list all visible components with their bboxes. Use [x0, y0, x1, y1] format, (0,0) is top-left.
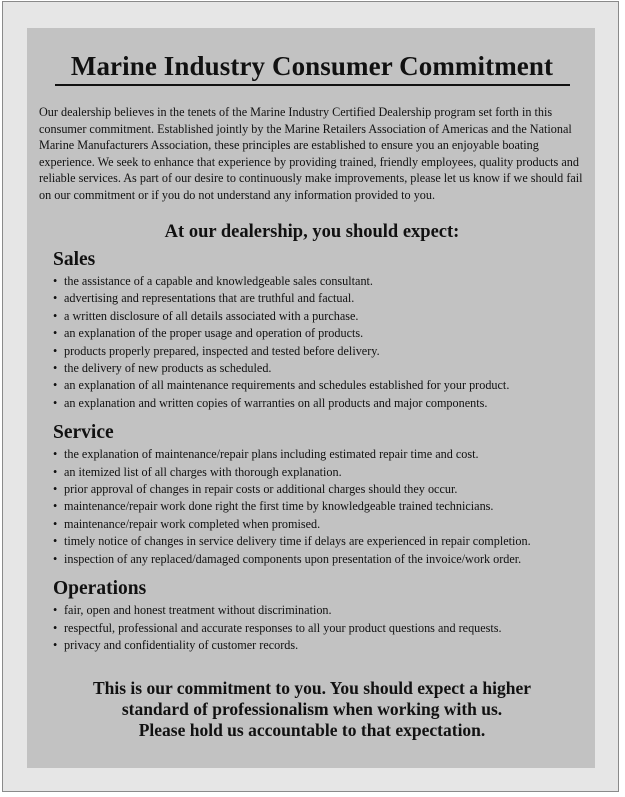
list-item — [53, 325, 585, 342]
list-item — [53, 533, 585, 550]
bullet-icon: • — [53, 447, 58, 462]
section-title-sales: Sales — [53, 249, 96, 270]
list-item-text: timely notice of changes in service delivery time if delays are experienced in repair completion. — [64, 534, 531, 549]
list-item-text: an explanation of all maintenance requirements and schedules established for your product. — [64, 378, 510, 393]
commitment-panel — [27, 28, 595, 768]
bullet-icon: • — [53, 516, 58, 531]
list-item-text: a written disclosure of all details associated with a purchase. — [64, 308, 359, 323]
list-item-text: the explanation of maintenance/repair plans including estimated repair time and cost. — [64, 447, 479, 462]
document-frame — [2, 1, 619, 792]
list-item-text: an itemized list of all charges with thorough explanation. — [64, 464, 342, 479]
bullet-icon: • — [53, 534, 58, 549]
list-item — [53, 602, 585, 619]
list-item — [53, 377, 585, 394]
bullet-icon: • — [53, 291, 58, 306]
bullet-icon: • — [53, 637, 58, 652]
bullet-icon: • — [53, 308, 58, 323]
list-item — [53, 551, 585, 568]
bullet-icon: • — [53, 395, 58, 410]
list-item-text: fair, open and honest treatment without discrimination. — [64, 603, 332, 618]
bullet-icon: • — [53, 464, 58, 479]
closing-statement — [39, 678, 585, 741]
title-underline — [55, 84, 570, 86]
bullet-icon: • — [53, 499, 58, 514]
list-item-text: the delivery of new products as scheduled. — [64, 361, 272, 376]
list-item-text: advertising and representations that are truthful and factual. — [64, 291, 355, 306]
list-item — [53, 360, 585, 377]
bullet-icon: • — [53, 274, 58, 288]
list-item — [53, 516, 585, 533]
bullet-icon: • — [53, 603, 58, 618]
bullet-icon: • — [53, 361, 58, 376]
bullet-icon: • — [53, 343, 58, 358]
list-item — [53, 395, 585, 412]
service-list — [53, 446, 585, 568]
list-item — [53, 446, 585, 463]
list-item-text: products properly prepared, inspected and tested before delivery. — [64, 343, 380, 358]
list-item-text: inspection of any replaced/damaged components upon presentation of the invoice/work order. — [64, 551, 522, 566]
bullet-icon: • — [53, 482, 58, 497]
list-item — [53, 343, 585, 360]
list-item-text: the assistance of a capable and knowledgeable sales consultant. — [64, 274, 373, 288]
list-item — [53, 498, 585, 515]
list-item-text: maintenance/repair work completed when promised. — [64, 516, 321, 531]
list-item-text: an explanation of the proper usage and operation of products. — [64, 326, 364, 341]
bullet-icon: • — [53, 326, 58, 341]
operations-list — [53, 602, 585, 654]
list-item — [53, 637, 585, 654]
bullet-icon: • — [53, 378, 58, 393]
list-item — [53, 308, 585, 325]
bullet-icon: • — [53, 551, 58, 566]
list-item — [53, 273, 585, 290]
list-item-text: maintenance/repair work done right the first time by knowledgeable trained technicians. — [64, 499, 494, 514]
closing-line: This is our commitment to you. You should expect a higher — [92, 678, 531, 699]
closing-line: Please hold us accountable to that expectation. — [138, 720, 486, 741]
list-item-text: prior approval of changes in repair costs or additional charges should they occur. — [64, 482, 458, 497]
closing-line: standard of professionalism when working with us. — [121, 699, 503, 720]
sales-list — [53, 273, 585, 412]
list-item — [53, 290, 585, 307]
list-item — [53, 620, 585, 637]
section-title-service: Service — [53, 422, 114, 444]
intro-paragraph: Our dealership believes in the tenets of the Marine Industry Certified Dealership program set forth in this consumer commitment. Established jointly by the Marine Retailers Association of Americas and the National Marine Manufacturers Association, these principles are established to ensure you an enjoyable boating experience. We seek to enhance that experience by providing trained, friendly employees, quality products and reliable services. As part of our desire to continuously make improvements, please let us know if we should fail on our commitment or if you do not understand any information provided to you. — [39, 105, 583, 202]
page-title: Marine Industry Consumer Commitment — [70, 51, 554, 81]
list-item — [53, 464, 585, 481]
list-item-text: respectful, professional and accurate responses to all your product questions and requests. — [64, 620, 502, 635]
list-item-text: privacy and confidentiality of customer records. — [64, 637, 299, 652]
expect-heading: At our dealership, you should expect: — [164, 222, 460, 242]
section-title-operations: Operations — [53, 578, 147, 600]
list-item — [53, 481, 585, 498]
list-item-text: an explanation and written copies of warranties on all products and major components. — [64, 395, 488, 410]
bullet-icon: • — [53, 620, 58, 635]
